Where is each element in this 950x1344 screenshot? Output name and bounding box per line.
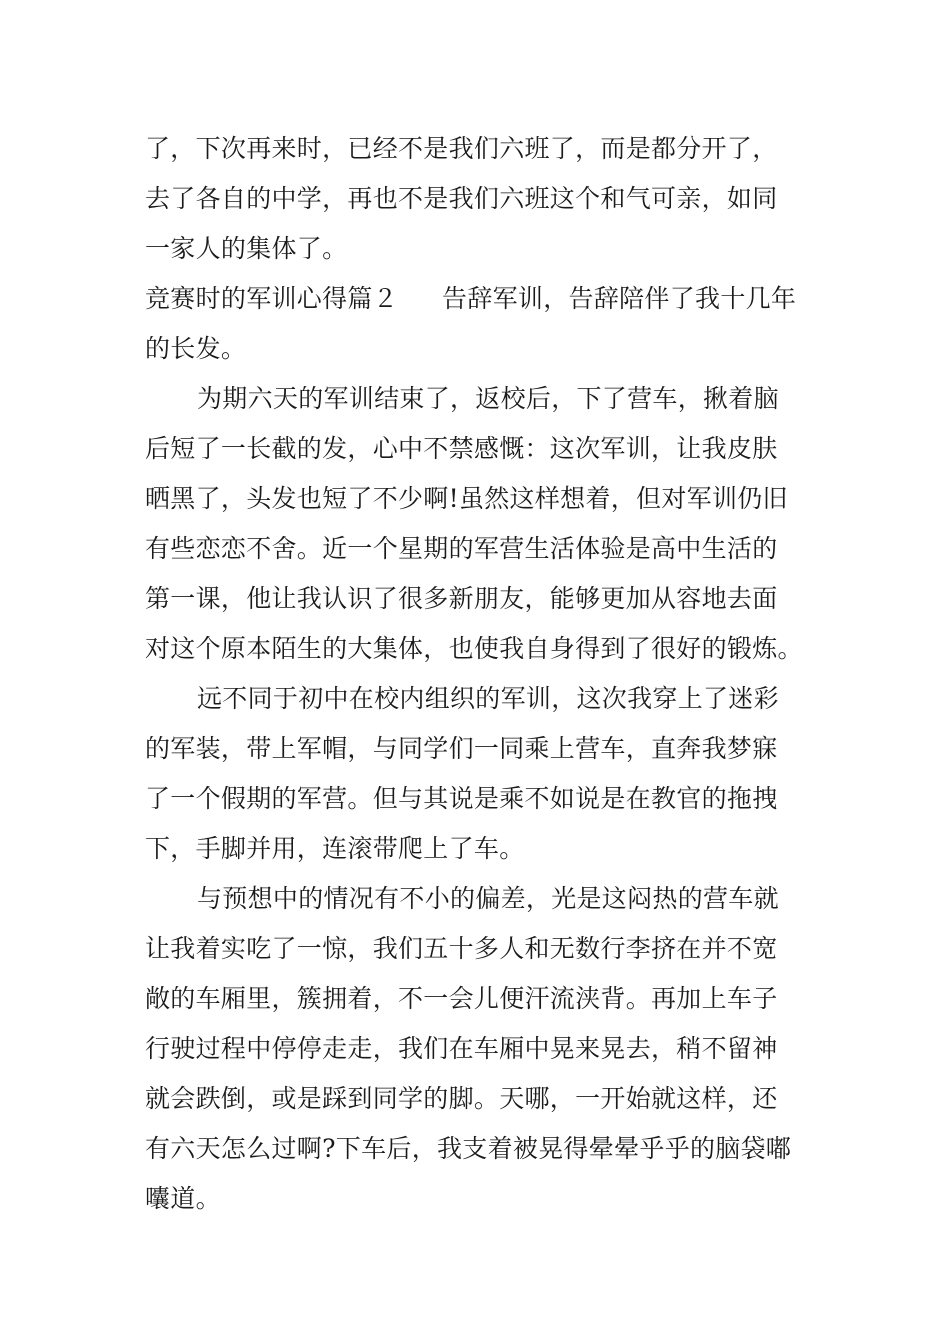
section-title: 竞赛时的军训心得篇２ xyxy=(145,284,399,313)
text-line: 了一个假期的军营。但与其说是乘不如说是在教官的拖拽 xyxy=(145,784,778,813)
text-line: 有些恋恋不舍。近一个星期的军营生活体验是高中生活的 xyxy=(145,534,778,563)
text-line: 第一课，他让我认识了很多新朋友，能够更加从容地去面 xyxy=(145,584,778,613)
text-line: 囔道。 xyxy=(145,1184,221,1213)
text-line: 有六天怎么过啊?下车后，我支着被晃得晕晕乎乎的脑袋嘟 xyxy=(145,1134,792,1163)
paragraph-first-line: 与预想中的情况有不小的偏差，光是这闷热的营车就 xyxy=(197,884,779,913)
text-line: 去了各自的中学，再也不是我们六班这个和气可亲，如同 xyxy=(145,184,778,213)
text-line: 晒黑了，头发也短了不少啊!虽然这样想着，但对军训仍旧 xyxy=(145,484,788,513)
text-line: 就会跌倒，或是踩到同学的脚。天哪，一开始就这样，还 xyxy=(145,1084,778,1113)
text-line: 行驶过程中停停走走，我们在车厢中晃来晃去，稍不留神 xyxy=(145,1034,778,1063)
text-line: 对这个原本陌生的大集体，也使我自身得到了很好的锻炼。 xyxy=(145,634,803,663)
section-heading-line xyxy=(145,274,807,324)
text-line: 让我着实吃了一惊，我们五十多人和无数行李挤在并不宽 xyxy=(145,934,778,963)
text-line: 下，手脚并用，连滚带爬上了车。 xyxy=(145,834,525,863)
text-line: 一家人的集体了。 xyxy=(145,234,348,263)
paragraph-first-line: 远不同于初中在校内组织的军训，这次我穿上了迷彩 xyxy=(197,684,779,713)
text-line: 敞的车厢里，簇拥着，不一会儿便汗流浃背。再加上车子 xyxy=(145,984,778,1013)
text-line: 的军装，带上军帽，与同学们一同乘上营车，直奔我梦寐 xyxy=(145,734,778,763)
text-line: 后短了一长截的发，心中不禁感慨：这次军训，让我皮肤 xyxy=(145,434,778,463)
document-body xyxy=(145,124,807,1224)
section-subtitle: 告辞军训，告辞陪伴了我十几年 xyxy=(442,284,797,313)
text-line: 的长发。 xyxy=(145,334,247,363)
paragraph-first-line: 为期六天的军训结束了，返校后，下了营车，揪着脑 xyxy=(197,384,779,413)
text-line: 了，下次再来时，已经不是我们六班了，而是都分开了， xyxy=(145,134,778,163)
